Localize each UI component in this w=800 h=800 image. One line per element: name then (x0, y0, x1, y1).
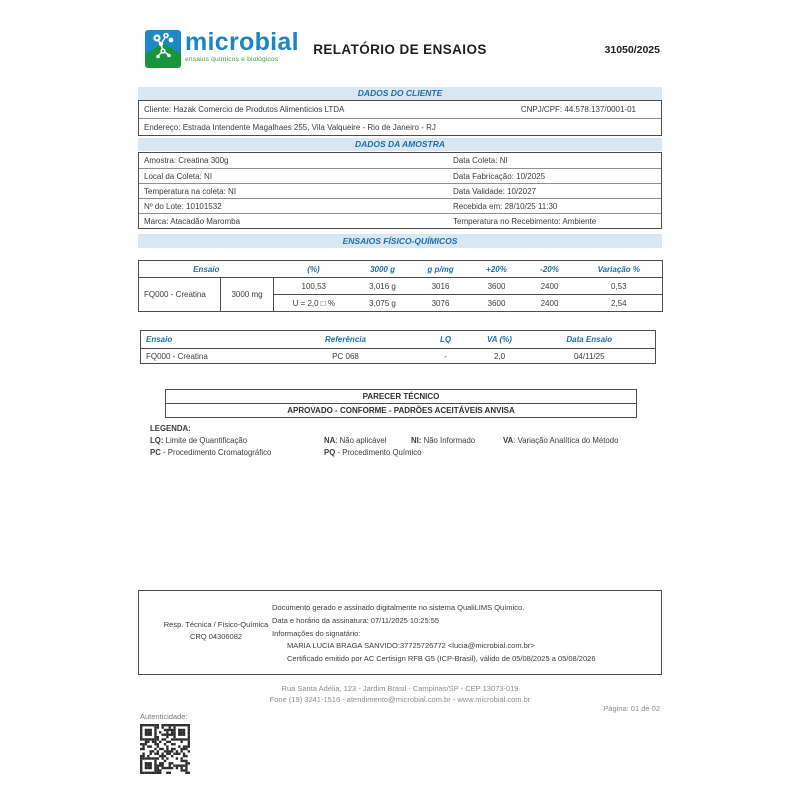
t1-header-3000g: 3000 g (354, 261, 412, 278)
section-header-assays: ENSAIOS FÍSICO-QUÍMICOS (138, 234, 662, 248)
technical-opinion-box (165, 389, 637, 418)
page-title: RELATÓRIO DE ENSAIOS (313, 42, 487, 57)
report-number: 31050/2025 (604, 44, 660, 56)
legend-item-lq: LQ: Limite de Quantificação (150, 436, 248, 445)
client-data-box (138, 100, 662, 136)
sample-row (139, 183, 661, 198)
t2-data-row (141, 349, 656, 364)
t2-cell: PC 068 (332, 351, 359, 361)
footer-contact: Fone (19) 3241-1516 - atendimento@microbial.com.br - www.microbial.com.br (269, 695, 531, 704)
parecer-title: PARECER TÉCNICO (362, 392, 440, 401)
t1-cell: 0,53 (610, 281, 627, 291)
t1-ensaio-name: FQ000 - Creatina (139, 278, 221, 312)
t2-header-row (141, 331, 656, 349)
legend-item-pq: PQ - Procedimento Químico (324, 448, 422, 457)
physico-chemical-table (138, 260, 663, 312)
sample-data-fabricacao: Data Fabricação: 10/2025 (453, 172, 546, 181)
signature-details (272, 602, 596, 666)
qr-code (140, 724, 190, 774)
sample-local-coleta: Local da Coleta: NI (144, 172, 213, 181)
t1-cell: 3600 (470, 295, 524, 312)
t1-cell: 2400 (524, 295, 576, 312)
t1-header-row (139, 261, 663, 278)
t1-data-row-1 (139, 278, 663, 295)
sample-row (139, 168, 661, 183)
signature-line-1: Documento gerado e assinado digitalmente no sistema QualiLIMS Químico. (272, 603, 525, 612)
logo-tagline: ensaios químicos e biológicos (185, 56, 279, 63)
t2-header-va: VA (%) (476, 331, 524, 349)
t1-cell: 2400 (540, 281, 559, 291)
t2-cell: FQ000 - Creatina (146, 351, 208, 361)
sample-data-box (138, 152, 662, 229)
legend-item-pc: PC - Procedimento Cromatográfico (150, 448, 272, 457)
sample-row (139, 153, 661, 168)
t2-cell: 2,0 (493, 351, 506, 361)
client-cnpj: CNPJ/CPF: 44.578.137/0001-01 (520, 105, 636, 114)
client-name: Cliente: Hazak Comercio de Produtos Alimenticios LTDA (144, 105, 345, 114)
t1-ensaio-qty: 3000 mg (221, 278, 274, 312)
page-number: Página: 01 de 02 (603, 704, 660, 713)
client-row-2 (139, 118, 661, 135)
t2-header-ensaio: Ensaio (141, 331, 276, 349)
logo-wordmark: microbial (185, 28, 299, 56)
t2-header-data-ensaio: Data Ensaio (524, 331, 656, 349)
legend-title: LEGENDA: (150, 424, 191, 433)
responsible-block (151, 619, 281, 643)
footer (138, 683, 662, 705)
reference-table (140, 330, 656, 364)
t1-cell: 3600 (487, 281, 506, 291)
signature-certificate: Certificado emitido por AC Certisign RFB G5 (ICP-Brasil), válido de 05/08/2025 a 05/08/2026 (287, 654, 596, 664)
t2-header-referencia: Referência (276, 331, 416, 349)
t1-cell: 3016 (431, 281, 450, 291)
t2-cell: - (444, 351, 447, 361)
t1-header-gpmg: g p/mg (412, 261, 470, 278)
signature-signer: MARIA LUCIA BRAGA SANVIDO:37725726772 <lucia@microbial.com.br> (287, 641, 535, 651)
sample-temperatura-coleta: Temperatura na coleta: NI (144, 187, 237, 196)
signature-line-2: Data e horário da assinatura: 07/11/2025 10:25:55 (272, 615, 440, 625)
t1-header-pct: (%) (274, 261, 354, 278)
sample-data-validade: Data Validade: 10/2027 (453, 187, 537, 196)
t1-cell: 100,53 (301, 281, 326, 291)
client-address: Endereço: Estrada Intendente Magalhaes 255, Vila Valqueire - Rio de Janeiro - RJ (144, 123, 436, 132)
legend-item-na: NA: Não aplicável (324, 436, 387, 445)
t1-cell: 3,075 g (354, 295, 412, 312)
sample-data-coleta: Data Coleta: NI (453, 156, 508, 165)
sample-recebida-em: Recebida em: 28/10/25 11:30 (453, 202, 558, 211)
t1-header-minus20: -20% (524, 261, 576, 278)
sample-amostra: Amostra: Creatina 300g (144, 156, 229, 165)
sample-temperatura-recebimento: Temperatura no Recebimento: Ambiente (453, 217, 597, 226)
t1-header-plus20: +20% (470, 261, 524, 278)
t2-header-lq: LQ (416, 331, 476, 349)
signature-line-3: Informações do signatário: (272, 628, 361, 638)
sample-row (139, 198, 661, 213)
authenticity-label: Autenticidade: (140, 712, 188, 721)
t1-header-variacao: Variação % (576, 261, 663, 278)
parecer-result: APROVADO - CONFORME - PADRÕES ACEITÁVEIS ANVISA (166, 403, 636, 417)
t1-header-ensaio: Ensaio (139, 261, 274, 278)
client-row-1 (139, 101, 661, 118)
t2-cell: 04/11/25 (573, 351, 605, 361)
sample-lote: Nº do Lote: 10101532 (144, 202, 222, 211)
t1-cell: 3076 (412, 295, 470, 312)
t1-cell: U = 2,0 □ % (274, 295, 354, 312)
responsible-crq: CRQ 04306082 (189, 632, 243, 641)
section-header-client: DADOS DO CLIENTE (138, 87, 662, 100)
sample-row (139, 213, 661, 228)
t1-cell: 2,54 (576, 295, 663, 312)
legend-item-ni: NI: Não Informado (411, 436, 476, 445)
sample-marca: Marca: Atacadão Maromba (144, 217, 241, 226)
digital-signature-box (138, 590, 662, 675)
responsible-title: Resp. Técnica / Físico-Química (163, 620, 269, 629)
section-header-sample: DADOS DA AMOSTRA (138, 138, 662, 151)
t1-cell: 3,016 g (369, 281, 396, 291)
legend-item-va: VA: Variação Analítica do Método (503, 436, 619, 445)
footer-address: Rua Santa Adélia, 123 - Jardim Brasil - Campinas/SP - CEP 13073-019 (281, 684, 519, 693)
